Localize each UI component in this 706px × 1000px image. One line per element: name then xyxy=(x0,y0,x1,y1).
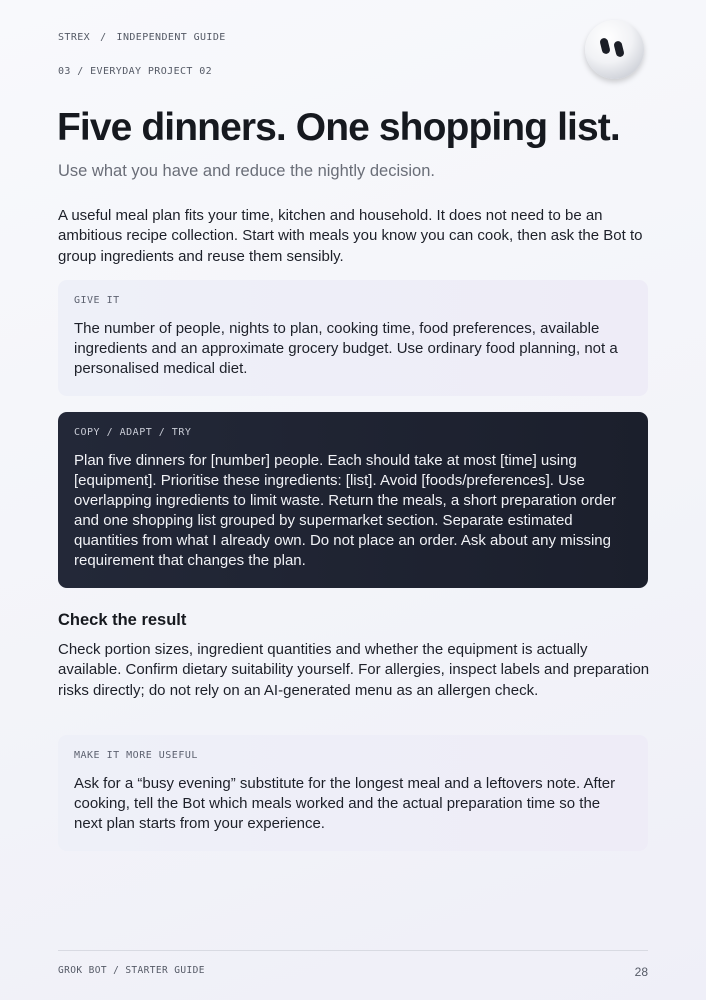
more-useful-label: MAKE IT MORE USEFUL xyxy=(74,750,198,761)
mascot-face-icon xyxy=(585,20,644,79)
breadcrumb xyxy=(58,32,226,43)
more-useful-box xyxy=(58,735,648,851)
prompt-label: COPY / ADAPT / TRY xyxy=(74,427,192,438)
page-number: 28 xyxy=(634,965,648,979)
more-useful-text: Ask for a “busy evening” substitute for the longest meal and a leftovers note. After cooking, tell the Bot which meals worked and the actual preparation time so the next plan starts from your experience. xyxy=(74,775,616,833)
page-title: Five dinners. One shopping list. xyxy=(57,106,620,149)
intro-paragraph: A useful meal plan fits your time, kitchen and household. It does not need to be an ambitious recipe collection. Start with meals you know you can cook, then ask the Bot to group ingredients and reuse them sensibly. xyxy=(58,207,643,265)
breadcrumb-separator: / xyxy=(100,32,107,43)
prompt-text: Plan five dinners for [number] people. Each should take at most [time] using [equipment]. Prioritise these ingredients: [list]. Avoid [foods/preferences]. Use overlapping ingredients to limit waste. Return the meals, a short preparation order and one shopping list grouped by supermarket section. Separate estimated quantities from what I already own. Do not place an order. Ask about any missing requirement that changes the plan. xyxy=(74,452,616,570)
guide-label: INDEPENDENT GUIDE xyxy=(116,32,226,43)
mascot-left-eye xyxy=(599,37,611,54)
prompt-box xyxy=(58,412,648,588)
footer-divider xyxy=(58,950,648,951)
brand-label: STREX xyxy=(58,32,91,43)
mascot-right-eye xyxy=(613,40,625,57)
check-section-title: Check the result xyxy=(58,611,187,629)
give-it-text: The number of people, nights to plan, cooking time, food preferences, available ingredients and an approximate grocery budget. Use ordinary food planning, not a personalised medical diet. xyxy=(74,320,618,378)
project-label: 03 / EVERYDAY PROJECT 02 xyxy=(58,66,213,77)
footer-label: GROK BOT / STARTER GUIDE xyxy=(58,965,205,976)
give-it-box xyxy=(58,280,648,396)
give-it-label: GIVE IT xyxy=(74,295,120,306)
page-subtitle: Use what you have and reduce the nightly decision. xyxy=(58,162,435,180)
check-paragraph: Check portion sizes, ingredient quantities and whether the equipment is actually available. Confirm dietary suitability yourself. For allergies, inspect labels and preparation risks directly; do not rely on an AI-generated menu as an allergen check. xyxy=(58,641,650,699)
